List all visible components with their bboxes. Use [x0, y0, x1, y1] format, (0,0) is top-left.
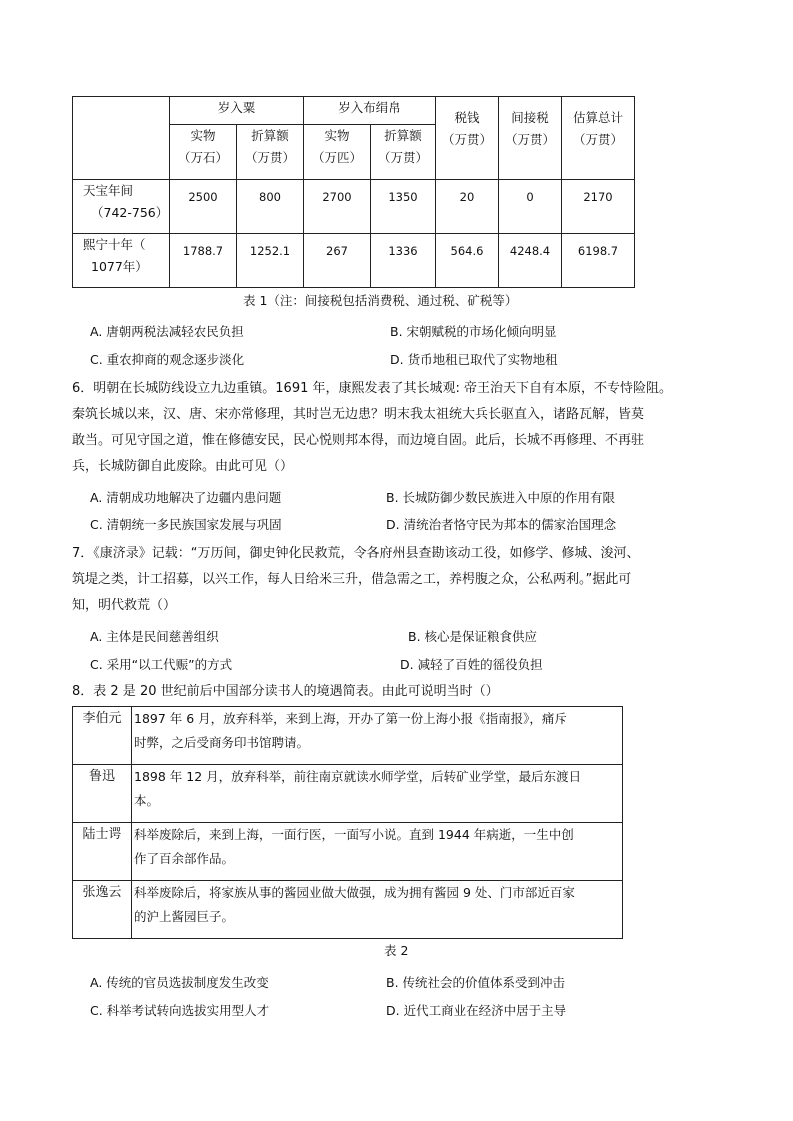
q7-option-d[interactable]: D. 减轻了百姓的徭役负担 — [400, 657, 543, 672]
cell-value: 1788.7 — [170, 234, 237, 288]
q8-option-a[interactable]: A. 传统的官员选拔制度发生改变 — [90, 975, 269, 990]
q7-option-a[interactable]: A. 主体是民间慈善组织 — [90, 629, 219, 644]
table-row — [73, 180, 635, 234]
q8-option-c[interactable]: C. 科举考试转向选拔实用型人才 — [90, 1003, 270, 1018]
q5-option-c[interactable]: C. 重农抑商的观念逐步淡化 — [90, 352, 245, 367]
row-description: 科举废除后，将家族从事的酱园业做大做强，成为拥有酱园 9 处、门市部近百家 的沪上酱园巨子。 — [132, 881, 623, 939]
cell-value: 4248.4 — [499, 234, 562, 288]
table1-caption: 表 1（注：间接税包括消费税、通过税、矿税等） — [243, 293, 518, 308]
cell-value: 1336 — [371, 234, 436, 288]
cell-value: 2500 — [170, 180, 237, 234]
row-name: 张逸云 — [73, 881, 132, 939]
q8-stem: 8．表 2 是 20 世纪前后中国部分读书人的境遇简表。由此可说明当时（） — [72, 684, 499, 699]
cell-value: 800 — [237, 180, 304, 234]
q6-stem: 6．明朝在长城防线设立九边重镇。1691 年，康熙发表了其长城观: 帝王治天下自有本原，不专恃险阻。 秦筑长城以来，汉、唐、宋亦常修理，其时岂无边患？明末我太祖统大兵长驱直入，诸路瓦解，皆莫 敢当。可见守国之道，惟在修德安民，民心悦则邦本得，而边境自固。此后，长城不再修理、不再驻 兵，长城防御自此废除。由此可见（） — [72, 381, 673, 474]
cell-value: 6198.7 — [562, 234, 635, 288]
header-grain-conv: 折算额 （万贯） — [237, 125, 304, 180]
q6-option-c[interactable]: C. 清朝统一多民族国家发展与巩固 — [90, 517, 282, 532]
table-row — [73, 234, 635, 288]
header-cloth: 岁入布绢帛 — [304, 97, 436, 125]
revenue-table — [72, 96, 635, 288]
cell-value: 267 — [304, 234, 371, 288]
row-description: 科举废除后，来到上海，一面行医，一面写小说。直到 1944 年病逝，一生中创 作了百余部作品。 — [132, 823, 623, 881]
row-name: 鲁迅 — [73, 765, 132, 823]
q6-option-d[interactable]: D. 清统治者恪守民为邦本的儒家治国理念 — [386, 517, 617, 532]
cell-value: 564.6 — [436, 234, 499, 288]
row-period: 熙宁十年（ 1077年） — [73, 234, 170, 288]
cell-value: 2700 — [304, 180, 371, 234]
cell-value: 1252.1 — [237, 234, 304, 288]
row-name: 李伯元 — [73, 707, 132, 765]
header-cloth-real: 实物 （万匹） — [304, 125, 371, 180]
header-indirect-tax: 间接税 （万贯） — [499, 97, 562, 180]
header-cloth-conv: 折算额 （万贯） — [371, 125, 436, 180]
table-row — [73, 765, 623, 823]
table-row — [73, 823, 623, 881]
q6-option-b[interactable]: B. 长城防御少数民族进入中原的作用有限 — [386, 490, 616, 505]
blank-header-cell — [73, 97, 170, 180]
cell-value: 2170 — [562, 180, 635, 234]
row-description: 1898 年 12 月，放弃科举，前往南京就读水师学堂，后转矿业学堂，最后东渡日 本。 — [132, 765, 623, 823]
header-tax-cash: 税钱 （万贯） — [436, 97, 499, 180]
table-row — [73, 881, 623, 939]
q6-option-a[interactable]: A. 清朝成功地解决了边疆内患问题 — [90, 490, 282, 505]
header-total: 估算总计 （万贯） — [562, 97, 635, 180]
cell-value: 1350 — [371, 180, 436, 234]
row-description: 1897 年 6 月，放弃科举，来到上海，开办了第一份上海小报《指南报》，痛斥 时弊，之后受商务印书馆聘请。 — [132, 707, 623, 765]
table-row — [73, 707, 623, 765]
header-grain: 岁入粟 — [170, 97, 304, 125]
q8-option-b[interactable]: B. 传统社会的价值体系受到冲击 — [386, 975, 566, 990]
cell-value: 20 — [436, 180, 499, 234]
q7-option-b[interactable]: B. 核心是保证粮食供应 — [408, 629, 538, 644]
row-period: 天宝年间 （742-756） — [73, 180, 170, 234]
q7-option-c[interactable]: C. 采用“以工代赈”的方式 — [90, 657, 233, 672]
q5-option-d[interactable]: D. 货币地租已取代了实物地租 — [390, 352, 558, 367]
header-grain-real: 实物 （万石） — [170, 125, 237, 180]
row-name: 陆士谔 — [73, 823, 132, 881]
q7-stem: 7．《康济录》记载：“万历间，御史钟化民救荒，令各府州县查勘该动工役，如修学、修城、浚河、 筑堤之类，计工招募，以兴工作，每人日给米三升，借急需之工，养枵腹之众，公私两利。”据此可 知，明代救荒（） — [72, 546, 640, 613]
q5-option-b[interactable]: B. 宋朝赋税的市场化倾向明显 — [390, 324, 557, 339]
q5-option-a[interactable]: A. 唐朝两税法减轻农民负担 — [90, 324, 244, 339]
cell-value: 0 — [499, 180, 562, 234]
scholars-table — [72, 706, 623, 939]
q8-option-d[interactable]: D. 近代工商业在经济中居于主导 — [386, 1003, 567, 1018]
table2-caption: 表 2 — [384, 943, 409, 958]
